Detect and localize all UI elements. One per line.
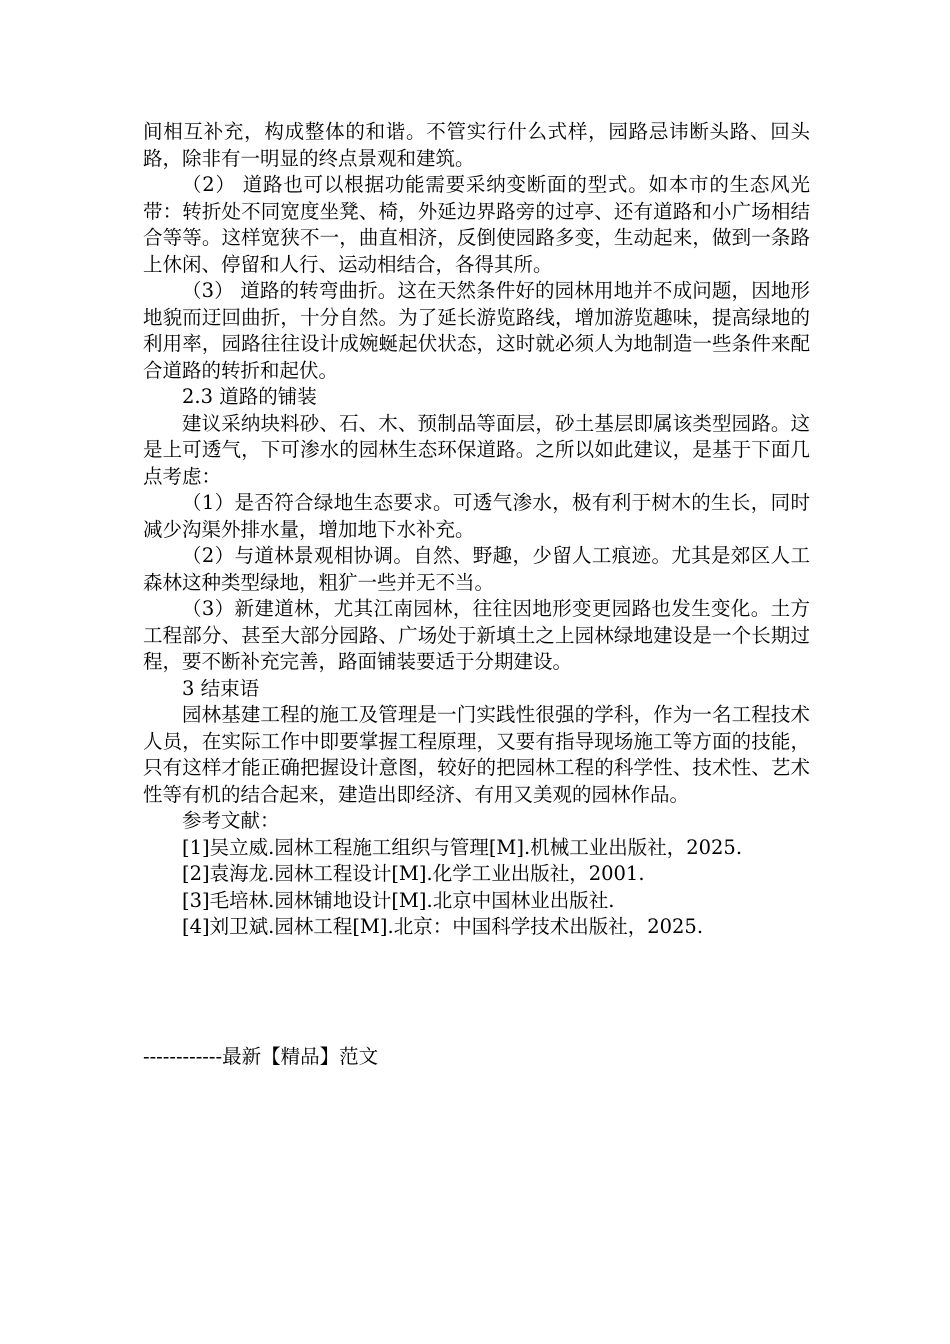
reference-item: [4]刘卫斌.园林工程[M].北京：中国科学技术出版社，2025. bbox=[182, 915, 704, 938]
reference-item: [3]毛培林.园林铺地设计[M].北京中国林业出版社. bbox=[182, 888, 615, 912]
document-body bbox=[143, 119, 810, 941]
paragraph-paving-suggestion: 建议采纳块料砂、石、木、预制品等面层，砂土基层即属该类型园路。这是上可透气，下可渗水的园林生态环保道路。之所以如此建议，是基于下面几点考虑： bbox=[143, 411, 810, 488]
paragraph-paving-point-2: （2）与道林景观相协调。自然、野趣，少留人工痕迹。尤其是郊区人工森林这种类型绿地，粗犷一些并无不当。 bbox=[143, 544, 810, 594]
paragraph-3-road-curves: （3） 道路的转弯曲折。这在天然条件好的园林用地并不成问题，因地形地貌而迂回曲折，十分自然。为了延长游览路线，增加游览趣味，提高绿地的利用率，园路往往设计成婉蜒起伏状态，这时就必须人为地制造一些条件来配合道路的转折和起伏。 bbox=[143, 279, 810, 382]
section-heading-3-conclusion: 3 结束语 bbox=[182, 676, 260, 700]
reference-item: [2]袁海龙.园林工程设计[M].化学工业出版社，2001. bbox=[182, 862, 645, 885]
paragraph-2-variable-section: （2） 道路也可以根据功能需要采纳变断面的型式。如本市的生态风光带：转折处不同宽度坐凳、椅，外延边界路旁的过亭、还有道路和小广场相结合等等。这样宽狭不一，曲直相济，反倒使园路多变，生动起来，做到一条路上休闲、停留和人行、运动相结合，各得其所。 bbox=[143, 173, 810, 276]
paragraph-continuation: 间相互补充，构成整体的和谐。不管实行什么式样，园路忌讳断头路、回头路，除非有一明显的终点景观和建筑。 bbox=[143, 120, 810, 170]
reference-item: [1]吴立威.园林工程施工组织与管理[M].机械工业出版社，2025. bbox=[182, 835, 743, 859]
page-footer: ------------最新【精品】范文 bbox=[143, 1045, 379, 1068]
section-heading-2-3: 2.3 道路的铺装 bbox=[182, 385, 317, 408]
references-title: 参考文献： bbox=[182, 809, 280, 832]
paragraph-conclusion: 园林基建工程的施工及管理是一门实践性很强的学科，作为一名工程技术人员，在实际工作中即要掌握工程原理，又要有指导现场施工等方面的技能，只有这样才能正确把握设计意图，较好的把园林工程的科学性、技术性、艺术性等有机的结合起来，建造出即经济、有用又美观的园林作品。 bbox=[143, 703, 810, 806]
paragraph-paving-point-3: （3）新建道林，尤其江南园林，往往因地形变更园路也发生变化。土方工程部分、甚至大部分园路、广场处于新填土之上园林绿地建设是一个长期过程，要不断补充完善，路面铺装要适于分期建设。 bbox=[143, 597, 810, 673]
paragraph-paving-point-1: （1）是否符合绿地生态要求。可透气渗水，极有利于树木的生长，同时减少沟渠外排水量，增加地下水补充。 bbox=[143, 491, 810, 541]
